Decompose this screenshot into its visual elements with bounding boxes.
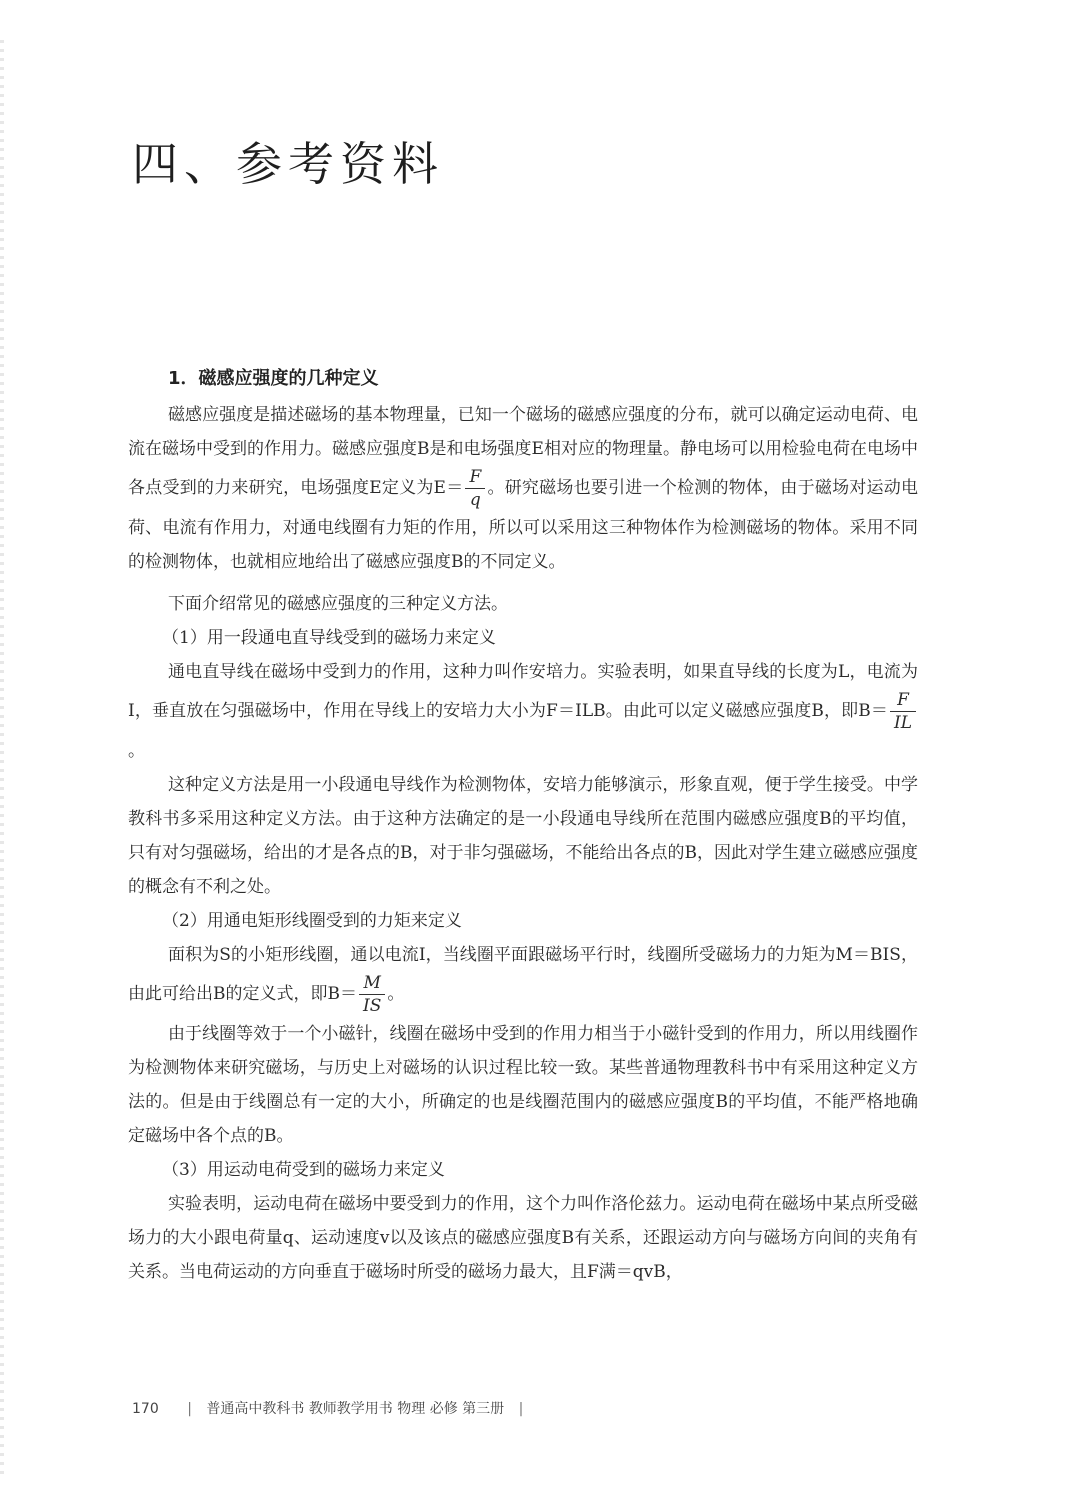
para1-text-before: 磁感应强度是描述磁场的基本物理量，已知一个磁场的磁感应强度的分布，就可以确定运动电荷、电流在磁场中受到的作用力。磁感应强度B是和电场强度E相对应的物理量。静电场可以用检验电荷在电场中各点受到的力来研究，电场强度E定义为E＝ [128,405,918,498]
method3-heading: （3）用运动电荷受到的磁场力来定义 [162,1160,445,1180]
m1-text-after: 。 [128,741,145,761]
paragraph-method2 [128,938,918,1017]
footer-divider: | [187,1401,192,1417]
method2-heading: （2）用通电矩形线圈受到的力矩来定义 [162,911,462,931]
page-number: 170 [132,1401,159,1417]
paragraph-method1-discussion: 这种定义方法是用一小段通电导线作为检测物体，安培力能够演示，形象直观，便于学生接受。中学教科书多采用这种定义方法。由于这种方法确定的是一小段通电导线所在范围内磁感应强度B的平均值，只有对匀强磁场，给出的才是各点的B，对于非匀强磁场，不能给出各点的B，因此对学生建立磁感应强度的概念有不利之处。 [128,775,918,897]
paragraph-method1 [128,655,918,768]
footer-series: 教师教学用书 [308,1401,393,1417]
paragraph-methods-intro: 下面介绍常见的磁感应强度的三种定义方法。 [168,594,508,614]
paragraph-method2-discussion: 由于线圈等效于一个小磁针，线圈在磁场中受到的作用力相当于小磁针受到的作用力，所以用线圈作为检测物体来研究磁场，与历史上对磁场的认识过程比较一致。某些普通物理教科书中有采用这种定义方法的。但是由于线圈总有一定的大小，所确定的也是线圈范围内的磁感应强度B的平均值，不能严格地确定磁场中各个点的B。 [128,1024,918,1146]
paragraph-method3: 实验表明，运动电荷在磁场中要受到力的作用，这个力叫作洛伦兹力。运动电荷在磁场中某点所受磁场力的大小跟电荷量q、运动速度v以及该点的磁感应强度B有关系，还跟运动方向与磁场方向间的夹角有关系。当电荷运动的方向垂直于磁场时所受的磁场力最大，且F满＝qvB， [128,1194,918,1282]
section-heading: 1．磁感应强度的几种定义 [168,368,379,389]
fraction-numerator: M [363,973,381,993]
para1-text-after: 。研究磁场也要引进一个检测的物体，由于磁场对运动电荷、电流有作用力，对通电线圈有力矩的作用，所以可以采用这三种物体作为检测磁场的物体。采用不同的检测物体，也就相应地给出了磁感应强度B的不同定义。 [128,478,918,572]
method1-heading: （1）用一段通电直导线受到的磁场力来定义 [162,628,496,648]
fraction-B-torque [359,972,385,1017]
fraction-denominator: IS [359,994,385,1017]
fraction-denominator: IL [890,711,916,734]
fraction-numerator: F [897,690,909,710]
fraction-B-ampere [890,689,916,734]
page-edge-decoration [0,40,4,1480]
fraction-numerator: F [469,467,482,487]
m1-text-before: 通电直导线在磁场中受到力的作用，这种力叫作安培力。实验表明，如果直导线的长度为L，电流为I，垂直放在匀强磁场中，作用在导线上的安培力大小为F＝ILB。由此可以定义磁感应强度B，即B＝ [128,662,918,721]
fraction-E-definition [465,466,485,511]
footer-book: 普通高中教科书 [206,1401,305,1417]
footer-subject: 物理 [397,1401,426,1417]
paragraph-intro-definition [128,398,918,579]
footer-volume: 第三册 [462,1401,505,1417]
page-footer [132,1398,533,1418]
m2-text-after: 。 [387,984,405,1004]
fraction-denominator: q [465,488,485,511]
chapter-title: 四、参考资料 [132,137,444,191]
footer-type: 必修 [429,1401,458,1417]
m2-text-before: 面积为S的小矩形线圈，通以电流I，当线圈平面跟磁场平行时，线圈所受磁场力的力矩为M＝BIS，由此可给出B的定义式，即B＝ [128,945,918,1004]
section-content [128,366,918,1289]
footer-divider-end: | [518,1401,524,1417]
